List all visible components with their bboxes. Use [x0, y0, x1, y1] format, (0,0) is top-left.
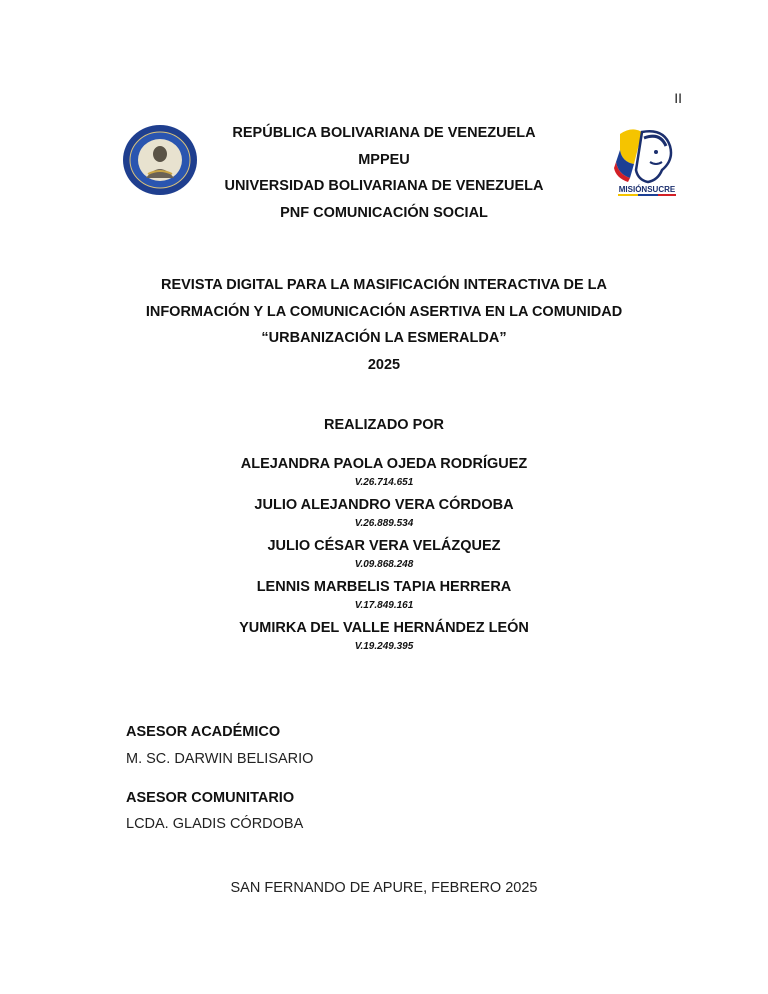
mision-sucre-logo	[612, 124, 682, 198]
author-name: ALEJANDRA PAOLA OJEDA RODRÍGUEZ	[240, 456, 528, 472]
mision-sucre-wordmark: MISIÓNSUCRE	[618, 185, 676, 194]
header-line: REPÚBLICA BOLIVARIANA DE VENEZUELA	[232, 125, 536, 141]
author-name: JULIO ALEJANDRO VERA CÓRDOBA	[254, 497, 514, 513]
document-title	[84, 272, 684, 378]
author-id: V.26.889.534	[354, 518, 414, 529]
author-id: V.17.849.161	[354, 600, 414, 611]
author-name: JULIO CÉSAR VERA VELÁZQUEZ	[267, 538, 501, 554]
author-name: LENNIS MARBELIS TAPIA HERRERA	[256, 579, 512, 595]
header-line: UNIVERSIDAD BOLIVARIANA DE VENEZUELA	[224, 178, 544, 194]
page-number: II	[674, 90, 682, 106]
title-line: INFORMACIÓN Y LA COMUNICACIÓN ASERTIVA EN LA COMUNIDAD	[145, 303, 623, 320]
header-line: PNF COMUNICACIÓN SOCIAL	[280, 204, 488, 221]
place-date-footer: SAN FERNANDO DE APURE, FEBRERO 2025	[230, 880, 538, 896]
realizado-por-heading: REALIZADO POR	[323, 417, 445, 433]
author-id: V.09.868.248	[354, 559, 414, 570]
asesor-comunitario-name: LCDA. GLADIS CÓRDOBA	[126, 816, 304, 832]
author-name: YUMIRKA DEL VALLE HERNÁNDEZ LEÓN	[239, 620, 529, 636]
asesor-academico-label: ASESOR ACADÉMICO	[126, 724, 281, 740]
author-id: V.19.249.395	[354, 641, 414, 652]
author-id: V.26.714.651	[354, 477, 414, 488]
title-year: 2025	[367, 356, 401, 373]
institution-header	[84, 120, 684, 226]
title-line: “URBANIZACIÓN LA ESMERALDA”	[261, 330, 507, 346]
header-line: MPPEU	[358, 151, 410, 168]
authors-list	[84, 454, 684, 659]
title-line: REVISTA DIGITAL PARA LA MASIFICACIÓN INTERACTIVA DE LA	[160, 277, 607, 293]
asesor-academico-name: M. SC. DARWIN BELISARIO	[126, 751, 314, 767]
asesor-comunitario-label: ASESOR COMUNITARIO	[126, 790, 295, 806]
